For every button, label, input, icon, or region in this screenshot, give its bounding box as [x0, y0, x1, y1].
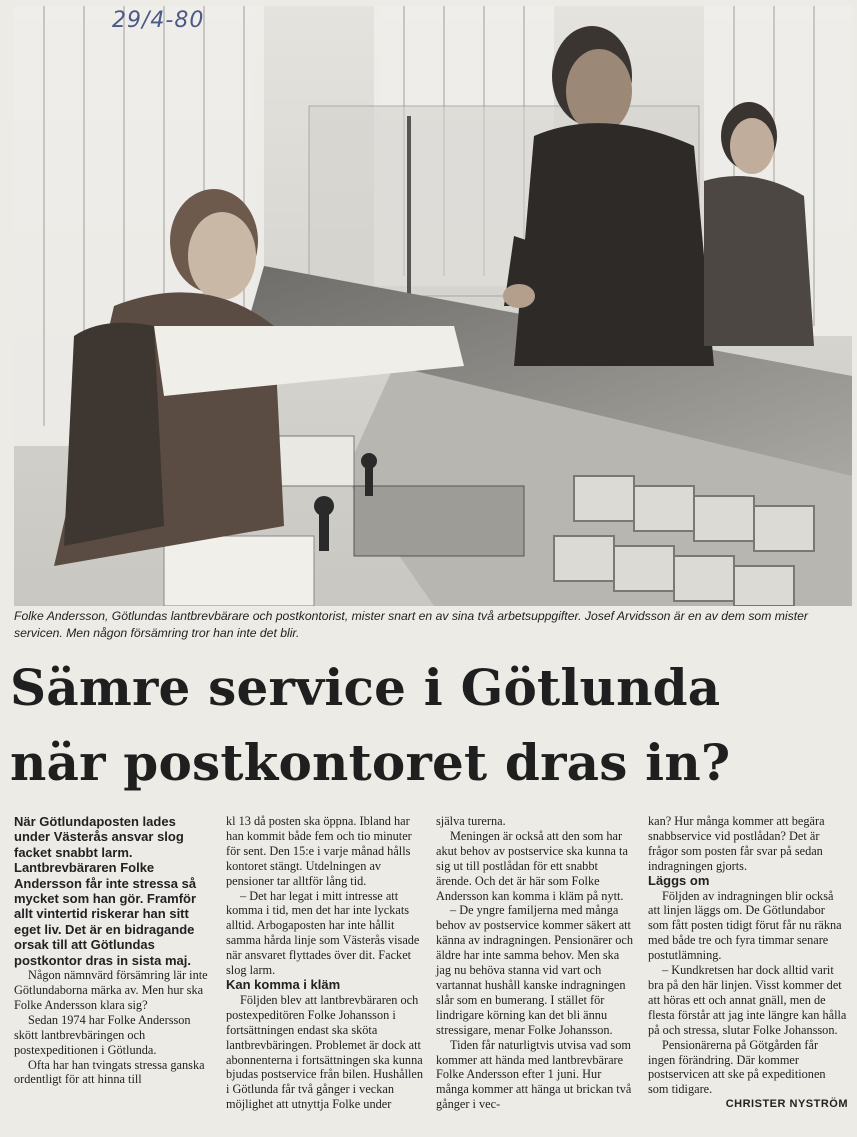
photo-caption: Folke Andersson, Götlundas lantbrevbärare och postkontorist, mister snart en av sina två arbetsuppgifter. Josef Arvidsson är en av dem som mister servicen. Men någon försämring tror han inte det blir.: [14, 609, 808, 640]
body-paragraph: – Kundkretsen har dock alltid varit bra på den här linjen. Visst kommer det att höras ett och annat gnäll, men de flesta förstår att jag inte längre kan hålla på och stressa, slutar Folke Johansson.: [648, 963, 847, 1037]
body-paragraph: själva turerna.: [436, 814, 506, 828]
body-paragraph: – Det har legat i mitt intresse att komma i tid, men det har inte lyckats alltid. Arbogaposten har inte hållit samma hårda linje som Västerås visade när ansvaret flyttades över dit. Facket slog larm.: [226, 888, 420, 978]
body-paragraph: Följden av indragningen blir också att linjen läggs om. De Götlundabor som fått posten tidigt förut får nu räkna med både tre och fyra timmar senare postutlämning.: [648, 888, 842, 963]
body-paragraph: Pensionärerna på Götgården får ingen förändring. Där kommer postservicen att ske på expeditionen som tidigare.: [648, 1037, 826, 1097]
headline-line-2: när postkontoret dras in?: [10, 733, 731, 792]
news-photo: [14, 6, 852, 606]
subheading: Kan komma i kläm: [226, 976, 341, 992]
body-paragraph: – De yngre familjerna med många behov av postservice kommer säkert att känna av indragningen. Pensionärer och äldre har inte samma behov. Men ska jag nu behöva stanna vid vart och vartannat hushåll kanske indragningen slår som en bumerang. I stället för lindrigare körning kan det bli ännu stressigare, menar Folke Johansson.: [436, 903, 634, 1037]
subheading: Läggs om: [648, 872, 710, 888]
headline-line-1: Sämre service i Götlunda: [10, 658, 721, 717]
body-paragraph: Följden blev att lantbrevbäraren och postexpeditören Folke Johansson i fortsättningen endast ska sköta lantbrevbäringen. Problemet är dock att abonnenterna i fortsättningen ska kunna bjudas postservice från bilen. Hushållen i Götlunda får två gånger i veckan möjlighet att utnyttja Folke under: [226, 992, 424, 1112]
body-paragraph: Sedan 1974 har Folke Andersson skött lantbrevbäringen och postexpeditionen i Götlunda.: [14, 1012, 191, 1057]
handwritten-date: 29/4-80: [112, 8, 205, 33]
lead-paragraph: När Götlundaposten lades under Västerås ansvar slog facket snabbt larm. Lantbrevbäraren Folke Andersson får inte stressa så mycket som han gör. Framför allt vintertid riskerar han sitt eget liv. Det är en bidragande orsak till att Götlundas postkontor dras in sista maj.: [14, 814, 197, 968]
article-column-4: [648, 814, 848, 1112]
article-column-1: [14, 814, 214, 1087]
byline: CHRISTER NYSTRÖM: [725, 1098, 848, 1111]
body-paragraph: Tiden får naturligtvis utvisa vad som kommer att hända med lantbrevbärare Folke Andersson efter 1 juni. Hur många kommer att hänga ut brickan två gånger i vec-: [436, 1037, 632, 1112]
article-column-3: [436, 814, 636, 1112]
body-paragraph: Ofta har han tvingats stressa ganska ordentligt för att hinna till: [14, 1057, 205, 1087]
body-paragraph: Någon nämnvärd försämring lär inte Götlundaborna märka av. Men hur ska Folke Andersson klara sig?: [14, 968, 208, 1012]
body-paragraph: kl 13 då posten ska öppna. Ibland har han kommit både fem och tio minuter för sent. Den 15:e i varje månad hålls kontoret stängt. Utdelningen av pensioner tar alltför lång tid.: [226, 814, 412, 888]
body-paragraph: Meningen är också att den som har akut behov av postservice ska kunna ta sig ut till postlådan för ett snabbt ärende. Och det är här som Folke Andersson kan komma i kläm på nytt.: [436, 828, 628, 903]
body-paragraph: kan? Hur många kommer att begära snabbservice vid postlådan? Det är frågor som posten får svar på sedan indragningen gjorts.: [648, 814, 825, 873]
article-column-2: [226, 814, 426, 1112]
headline: [10, 650, 850, 800]
